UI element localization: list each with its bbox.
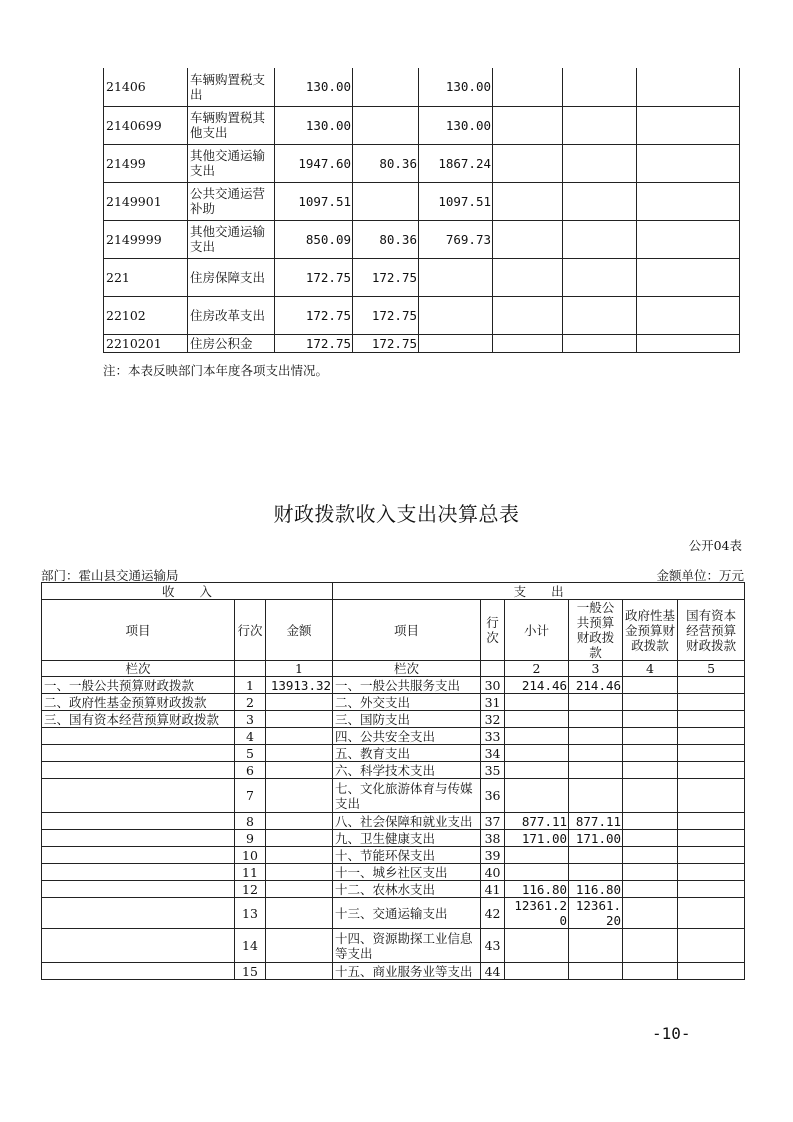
- expense-general: 877.11: [569, 813, 623, 830]
- expense-state: [678, 711, 745, 728]
- table-row: [104, 334, 740, 352]
- expense-fund: [623, 898, 678, 929]
- expense-state: [678, 898, 745, 929]
- expense-name: 其他交通运输支出: [188, 220, 275, 258]
- header-row-columns: [42, 600, 745, 661]
- expense-header: 支 出: [333, 583, 745, 600]
- empty-cell: [493, 68, 563, 106]
- expense-general: 171.00: [569, 830, 623, 847]
- income-item: [42, 847, 235, 864]
- income-amount-header: 金额: [266, 600, 333, 661]
- expense-project: 130.00: [419, 68, 493, 106]
- column-index-row: [42, 661, 745, 677]
- income-item: [42, 864, 235, 881]
- income-amount: [266, 728, 333, 745]
- page-title: 财政拨款收入支出决算总表: [273, 502, 520, 526]
- expense-subtotal: [505, 779, 569, 813]
- income-line: 7: [235, 779, 266, 813]
- expense-general: [569, 864, 623, 881]
- expense-line: 43: [481, 929, 505, 963]
- expense-total: 1947.60: [275, 144, 353, 182]
- expense-subtotal: [505, 963, 569, 980]
- empty-cell: [493, 144, 563, 182]
- table-row: [104, 144, 740, 182]
- expense-project: [419, 258, 493, 296]
- empty-cell: [563, 68, 637, 106]
- expense-fund: [623, 711, 678, 728]
- expense-line: 40: [481, 864, 505, 881]
- department-label: 部门：霍山县交通运输局: [41, 568, 179, 583]
- income-amount: 13913.32: [266, 677, 333, 694]
- expense-name: 住房改革支出: [188, 296, 275, 334]
- table-row: [104, 258, 740, 296]
- table-row: [42, 963, 745, 980]
- general-budget-header: 一般公共预算财政拨款: [569, 600, 623, 661]
- income-amount: [266, 779, 333, 813]
- empty-cell: [493, 106, 563, 144]
- expense-subtotal: 171.00: [505, 830, 569, 847]
- expense-item: 二、外交支出: [333, 694, 481, 711]
- income-line: 14: [235, 929, 266, 963]
- expense-basic: [353, 106, 419, 144]
- expense-general: 12361.20: [569, 898, 623, 929]
- expense-fund: [623, 847, 678, 864]
- expense-subtotal: [505, 762, 569, 779]
- expense-subtotal: [505, 745, 569, 762]
- expense-total: 1097.51: [275, 182, 353, 220]
- expense-item: 四、公共安全支出: [333, 728, 481, 745]
- expense-detail-table: [103, 68, 740, 353]
- expense-project: 1867.24: [419, 144, 493, 182]
- expense-name: 住房保障支出: [188, 258, 275, 296]
- column-index-empty: [481, 661, 505, 677]
- expense-name: 其他交通运输支出: [188, 144, 275, 182]
- expense-general: 116.80: [569, 881, 623, 898]
- expense-subtotal: 877.11: [505, 813, 569, 830]
- expense-fund: [623, 864, 678, 881]
- expense-project: 769.73: [419, 220, 493, 258]
- income-header: 收 入: [42, 583, 333, 600]
- income-item: [42, 728, 235, 745]
- table-row: [42, 779, 745, 813]
- income-item: 一、一般公共预算财政拨款: [42, 677, 235, 694]
- expense-line: 30: [481, 677, 505, 694]
- empty-cell: [563, 182, 637, 220]
- income-amount: [266, 847, 333, 864]
- table-row: [42, 813, 745, 830]
- expense-subtotal: [505, 847, 569, 864]
- expense-general: [569, 711, 623, 728]
- table-row: [42, 847, 745, 864]
- table-row: [104, 182, 740, 220]
- expense-item: 十一、城乡社区支出: [333, 864, 481, 881]
- expense-name: 车辆购置税支出: [188, 68, 275, 106]
- column-index-3: 3: [569, 661, 623, 677]
- income-amount: [266, 830, 333, 847]
- income-amount: [266, 745, 333, 762]
- income-item: [42, 813, 235, 830]
- expense-basic: 172.75: [353, 258, 419, 296]
- income-line: 6: [235, 762, 266, 779]
- expense-total: 130.00: [275, 106, 353, 144]
- empty-cell: [637, 296, 740, 334]
- expense-subtotal: [505, 929, 569, 963]
- expense-subtotal: 116.80: [505, 881, 569, 898]
- income-item: 二、政府性基金预算财政拨款: [42, 694, 235, 711]
- expense-code: 2149901: [104, 182, 188, 220]
- expense-fund: [623, 963, 678, 980]
- expense-state: [678, 694, 745, 711]
- expense-total: 130.00: [275, 68, 353, 106]
- expense-line: 44: [481, 963, 505, 980]
- expense-fund: [623, 881, 678, 898]
- expense-name: 车辆购置税其他支出: [188, 106, 275, 144]
- income-line: 12: [235, 881, 266, 898]
- expense-code: 221: [104, 258, 188, 296]
- expense-item: 一、一般公共服务支出: [333, 677, 481, 694]
- expense-item: 七、文化旅游体育与传媒支出: [333, 779, 481, 813]
- expense-state: [678, 963, 745, 980]
- table-row: [104, 220, 740, 258]
- expense-general: 214.46: [569, 677, 623, 694]
- income-item: [42, 898, 235, 929]
- expense-total: 172.75: [275, 258, 353, 296]
- expense-general: [569, 929, 623, 963]
- income-line: 13: [235, 898, 266, 929]
- expense-item: 六、科学技术支出: [333, 762, 481, 779]
- expense-state: [678, 677, 745, 694]
- expense-state: [678, 881, 745, 898]
- expense-general: [569, 745, 623, 762]
- expense-general: [569, 728, 623, 745]
- expense-basic: [353, 182, 419, 220]
- empty-cell: [493, 182, 563, 220]
- income-item: [42, 963, 235, 980]
- income-line: 3: [235, 711, 266, 728]
- empty-cell: [493, 296, 563, 334]
- expense-subtotal: [505, 864, 569, 881]
- expense-line: 37: [481, 813, 505, 830]
- form-number: 公开04表: [688, 538, 742, 553]
- income-item: [42, 779, 235, 813]
- table-row: [42, 898, 745, 929]
- empty-cell: [563, 258, 637, 296]
- expense-item: 十五、商业服务业等支出: [333, 963, 481, 980]
- expense-item: 八、社会保障和就业支出: [333, 813, 481, 830]
- expense-code: 21499: [104, 144, 188, 182]
- expense-subtotal: [505, 694, 569, 711]
- expense-project: 130.00: [419, 106, 493, 144]
- table-row: [42, 745, 745, 762]
- empty-cell: [493, 220, 563, 258]
- empty-cell: [563, 144, 637, 182]
- income-amount: [266, 813, 333, 830]
- income-item: [42, 881, 235, 898]
- income-amount: [266, 929, 333, 963]
- income-amount: [266, 881, 333, 898]
- expense-item: 五、教育支出: [333, 745, 481, 762]
- table-row: [104, 106, 740, 144]
- gov-fund-header: 政府性基金预算财政拨款: [623, 600, 678, 661]
- expense-total: 172.75: [275, 296, 353, 334]
- expense-name: 公共交通运营补助: [188, 182, 275, 220]
- empty-cell: [563, 334, 637, 352]
- expense-state: [678, 813, 745, 830]
- expense-line: 34: [481, 745, 505, 762]
- table-row: [42, 711, 745, 728]
- expense-fund: [623, 745, 678, 762]
- empty-cell: [637, 68, 740, 106]
- expense-state: [678, 929, 745, 963]
- table-row: [104, 296, 740, 334]
- expense-fund: [623, 830, 678, 847]
- expense-item: 九、卫生健康支出: [333, 830, 481, 847]
- expense-line: 31: [481, 694, 505, 711]
- expense-fund: [623, 779, 678, 813]
- expense-basic: 172.75: [353, 296, 419, 334]
- expense-basic: 80.36: [353, 220, 419, 258]
- table-row: [42, 728, 745, 745]
- expense-code: 22102: [104, 296, 188, 334]
- table-row: [42, 694, 745, 711]
- expense-basic: [353, 68, 419, 106]
- expense-item: 十四、资源勘探工业信息等支出: [333, 929, 481, 963]
- expense-general: [569, 963, 623, 980]
- fiscal-summary-table: [41, 582, 745, 980]
- expense-line: 33: [481, 728, 505, 745]
- expense-item: 十、节能环保支出: [333, 847, 481, 864]
- expense-line-header: 行次: [481, 600, 505, 661]
- header-row-sections: [42, 583, 745, 600]
- expense-basic: 80.36: [353, 144, 419, 182]
- expense-total: 172.75: [275, 334, 353, 352]
- expense-subtotal: [505, 711, 569, 728]
- expense-project: [419, 296, 493, 334]
- expense-line: 39: [481, 847, 505, 864]
- income-item: [42, 830, 235, 847]
- expense-state: [678, 728, 745, 745]
- empty-cell: [637, 334, 740, 352]
- expense-general: [569, 762, 623, 779]
- expense-fund: [623, 728, 678, 745]
- state-capital-header: 国有资本经营预算财政拨款: [678, 600, 745, 661]
- column-index-1: 1: [266, 661, 333, 677]
- expense-project: [419, 334, 493, 352]
- income-item: [42, 929, 235, 963]
- subtotal-header: 小计: [505, 600, 569, 661]
- column-index-empty: [235, 661, 266, 677]
- empty-cell: [637, 220, 740, 258]
- empty-cell: [563, 296, 637, 334]
- income-line: 15: [235, 963, 266, 980]
- income-line: 10: [235, 847, 266, 864]
- table-row: [42, 762, 745, 779]
- column-index-label: 栏次: [42, 661, 235, 677]
- expense-line: 38: [481, 830, 505, 847]
- expense-subtotal: 214.46: [505, 677, 569, 694]
- income-line: 4: [235, 728, 266, 745]
- table-row: [104, 68, 740, 106]
- expense-item: 十二、农林水支出: [333, 881, 481, 898]
- expense-line: 35: [481, 762, 505, 779]
- income-line: 11: [235, 864, 266, 881]
- income-line: 2: [235, 694, 266, 711]
- expense-basic: 172.75: [353, 334, 419, 352]
- expense-item: 十三、交通运输支出: [333, 898, 481, 929]
- income-amount: [266, 711, 333, 728]
- empty-cell: [563, 220, 637, 258]
- income-item: 三、国有资本经营预算财政拨款: [42, 711, 235, 728]
- expense-project: 1097.51: [419, 182, 493, 220]
- expense-subtotal: 12361.20: [505, 898, 569, 929]
- income-line: 1: [235, 677, 266, 694]
- empty-cell: [563, 106, 637, 144]
- expense-name: 住房公积金: [188, 334, 275, 352]
- expense-fund: [623, 762, 678, 779]
- expense-code: 21406: [104, 68, 188, 106]
- empty-cell: [637, 182, 740, 220]
- expense-fund: [623, 929, 678, 963]
- expense-state: [678, 745, 745, 762]
- table-row: [42, 881, 745, 898]
- expense-line: 42: [481, 898, 505, 929]
- income-line: 9: [235, 830, 266, 847]
- empty-cell: [493, 258, 563, 296]
- empty-cell: [637, 258, 740, 296]
- expense-fund: [623, 677, 678, 694]
- income-item: [42, 762, 235, 779]
- income-item-header: 项目: [42, 600, 235, 661]
- income-line-header: 行次: [235, 600, 266, 661]
- expense-state: [678, 847, 745, 864]
- expense-subtotal: [505, 728, 569, 745]
- table-note: 注：本表反映部门本年度各项支出情况。: [103, 363, 329, 378]
- empty-cell: [493, 334, 563, 352]
- column-index-5: 5: [678, 661, 745, 677]
- expense-general: [569, 694, 623, 711]
- expense-code: 2210201: [104, 334, 188, 352]
- expense-item: 三、国防支出: [333, 711, 481, 728]
- table-row: [42, 830, 745, 847]
- empty-cell: [637, 106, 740, 144]
- expense-general: [569, 847, 623, 864]
- income-item: [42, 745, 235, 762]
- page-number: -10-: [652, 1024, 691, 1043]
- expense-item-header: 项目: [333, 600, 481, 661]
- empty-cell: [637, 144, 740, 182]
- expense-general: [569, 779, 623, 813]
- expense-total: 850.09: [275, 220, 353, 258]
- income-amount: [266, 694, 333, 711]
- income-line: 5: [235, 745, 266, 762]
- amount-unit-label: 金额单位：万元: [656, 568, 744, 583]
- expense-fund: [623, 694, 678, 711]
- expense-state: [678, 762, 745, 779]
- column-index-2: 2: [505, 661, 569, 677]
- table-row: [42, 864, 745, 881]
- expense-code: 2149999: [104, 220, 188, 258]
- column-index-4: 4: [623, 661, 678, 677]
- expense-line: 32: [481, 711, 505, 728]
- table-row: [42, 929, 745, 963]
- income-amount: [266, 762, 333, 779]
- expense-line: 41: [481, 881, 505, 898]
- expense-code: 2140699: [104, 106, 188, 144]
- table-row: [42, 677, 745, 694]
- expense-fund: [623, 813, 678, 830]
- expense-state: [678, 830, 745, 847]
- expense-state: [678, 864, 745, 881]
- income-amount: [266, 864, 333, 881]
- income-amount: [266, 898, 333, 929]
- income-line: 8: [235, 813, 266, 830]
- expense-line: 36: [481, 779, 505, 813]
- column-index-label-2: 栏次: [333, 661, 481, 677]
- expense-state: [678, 779, 745, 813]
- income-amount: [266, 963, 333, 980]
